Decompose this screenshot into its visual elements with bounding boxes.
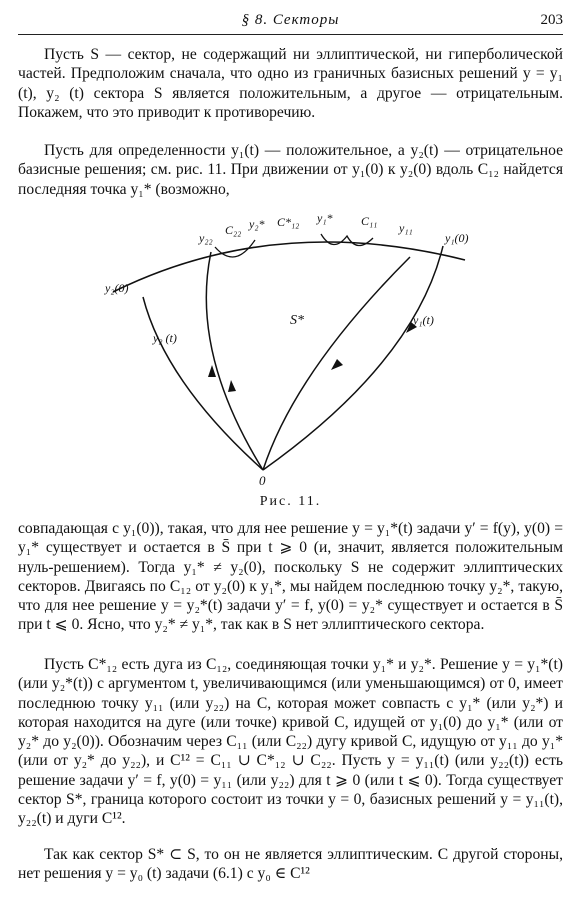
figure-11 bbox=[95, 202, 480, 492]
label-y2-0: y₂(0) bbox=[105, 281, 129, 295]
label-y2star: y₂* bbox=[249, 217, 265, 231]
curve-y1t bbox=[263, 246, 443, 470]
curve-y2t bbox=[143, 297, 263, 470]
label-y1-0: y₁(0) bbox=[445, 231, 469, 245]
label-y1t: y₁(t) bbox=[413, 313, 434, 327]
paragraph-4: Пусть C*₁₂ есть дуга из C₁₂, соединяющая точки y₁* и y₂*. Решение y = y₁*(t) (или y₂*(t)) с аргументом t, увеличивающимся (или уменьшающимся) от 0, имеет последнюю точку y₁₁ (или y₂₂) на C, которая может совпасть с y₁* (или y₂*) и которая находится на дуге (или точке) кривой C, идущей от y₁(0) до y₁* (или от y₂* до y₂(0)). Обозначим через C₁₁ (или C₂₂) дугу кривой C, идущую от y₁₁ до y₁* (или от y₂* до y₂₂), и C¹² = C₁₁ ∪ C*₁₂ ∪ C₂₂. Пусть y = y₁₁(t) (или y₂₂(t)) есть решение задачи y′ = f, y(0) = y₁₁ (или y₂₂) для t ⩾ 0 (или t ⩽ 0). Тогда существует сектор S*, граница которого состоит из точки y = 0, базисных решений y = y₁₁(t), y₂₂(t) и дуги C¹². bbox=[18, 656, 563, 828]
paragraph-1: Пусть S — сектор, не содержащий ни эллиптической, ни гиперболической частей. Предположим сначала, что одно из граничных базисных решений y = y₁ (t), y₂ (t) сектора S является положительным, а другое — отрицательным. Покажем, что это приводит к противоречию. bbox=[18, 46, 563, 121]
label-sstar: S* bbox=[290, 313, 304, 328]
label-y11: y₁₁ bbox=[399, 221, 413, 235]
curve-c bbox=[113, 242, 465, 292]
arc-c11 bbox=[321, 234, 373, 246]
paragraph-5: Так как сектор S* ⊂ S, то он не является эллиптическим. С другой стороны, нет решения y = y₀ (t) задачи (6.1) с y₀ ∈ C¹² bbox=[18, 846, 563, 883]
figure-caption: Рис. 11. bbox=[259, 494, 322, 509]
arc-c22 bbox=[215, 240, 255, 257]
page-number: 203 bbox=[540, 12, 563, 28]
label-origin: 0 bbox=[259, 473, 266, 488]
paragraph-2: Пусть для определенности y₁(t) — положительное, а y₂(t) — отрицательное базисные решения; см. рис. 11. При движении от y₁(0) к y₂(0) вдоль C₁₂ найдется последняя точка y₁* (возможно, bbox=[18, 142, 563, 198]
label-y1star: y₁* bbox=[317, 211, 333, 225]
page-header bbox=[18, 12, 563, 36]
label-c11: C₁₁ bbox=[361, 214, 378, 228]
paragraph-3: совпадающая с y₁(0)), такая, что для нее решение y = y₁*(t) задачи y′ = f(y), y(0) = y₁* существует и остается в S̄ при t ⩾ 0 (и, значит, является положительным нуль-решением). Тогда y₁* ≠ y₂(0), поскольку S не содержит эллиптических секторов. Двигаясь по C₁₂ от y₂(0) к y₁*, мы найдем последнюю точку y₂*, такую, что для нее решение y = y₂*(t) задачи y′ = f, y(0) = y₂* существует и остается в S̄ при t ⩽ 0. Ясно, что y₂* ≠ y₁*, так как в S нет эллиптического сектора. bbox=[18, 520, 563, 634]
header-rule bbox=[18, 34, 563, 35]
label-y22: y₂₂ bbox=[199, 231, 213, 245]
section-title: § 8. Секторы bbox=[241, 12, 340, 28]
curve-y22t bbox=[206, 252, 263, 470]
label-y2t: y₂ (t) bbox=[153, 331, 177, 345]
label-c12star: C*₁₂ bbox=[277, 215, 300, 229]
arrow-y2t bbox=[228, 380, 236, 392]
arrow-y11t bbox=[331, 359, 343, 370]
label-c22: C₂₂ bbox=[225, 223, 242, 237]
arrow-y22 bbox=[208, 365, 216, 377]
